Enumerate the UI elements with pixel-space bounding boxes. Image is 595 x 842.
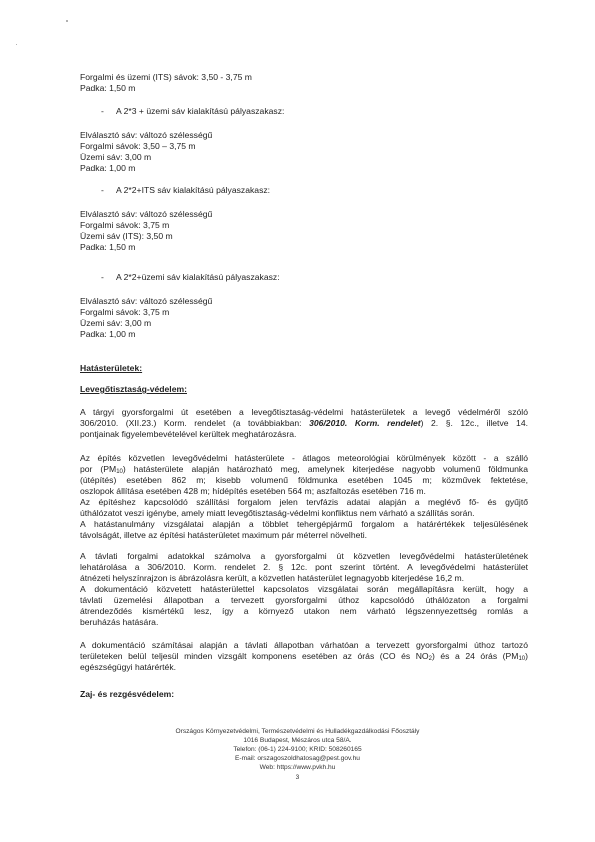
paragraph-line: távlati üzemelési állapotban a tervezett gyorsforgalmi úthoz kapcsolódó úthálózaton a forgalmi [80,595,528,605]
paragraph-line: lehatárolása a 306/2010. Korm. rendelet 2. § 12c. pont szerint történt. A levegővédelmi hatásterület [80,562,528,572]
paragraph-line: 306/2010. (XII.23.) Korm. rendelet (a továbbiakban: 306/2010. Korm. rendelet) 2. §. 12c., illetve 14. [80,418,528,428]
subsection-heading: Levegőtisztaság-védelem: [80,384,187,394]
footer-phone: Telefon: (06-1) 224-9100; KRID: 508260165 [233,746,362,753]
list-dash: - [101,185,104,195]
paragraph-line: távolságát, illetve az építési hatásterületet maximum pár méterrel növelheti. [80,530,368,540]
footer-agency: Országos Környezetvédelmi, Természetvédelmi és Hulladékgazdálkodási Főosztály [175,728,420,735]
text-line: Forgalmi sávok: 3,75 m [80,220,170,230]
paragraph-2 [80,453,528,541]
paragraph-line: Az építés közvetlen levegővédelmi hatásterülete - átlagos meteorológiai körülmények között - a szálló [80,453,528,463]
text-line: Elválasztó sáv: változó szélességű [80,296,213,306]
page-number: 3 [295,774,300,781]
paragraph-line: por $(PM_{10})$ hatásterülete alapján határozható meg, amelynek kiterjedése nagyobb volumenű földmunka [80,464,528,475]
paragraph-line: pontjainak figyelembevételével kerültek meghatározásra. [80,429,297,439]
list-dash: - [101,106,104,116]
paragraph-line: A dokumentáció számításai alapján a távlati állapotban várhatóan a tervezett gyorsforgalmi úthoz tartozó [80,640,528,650]
text-line: Forgalmi sávok: 3,75 m [80,307,170,317]
list-item: A 2*2+ITS sáv kialakítású pályaszakasz: [116,185,271,195]
text-line: Forgalmi és üzemi (ITS) sávok: 3,50 - 3,75 m [80,72,252,82]
list-item: A 2*3 + üzemi sáv kialakítású pályaszakasz: [116,106,285,116]
text-line: Forgalmi sávok: 3,50 – 3,75 m [80,141,196,151]
paragraph-1 [80,407,528,440]
text-line: Elválasztó sáv: változó szélességű [80,130,213,140]
text-line: Üzemi sáv (ITS): 3,50 m [80,231,173,241]
text-line: Padka: 1,00 m [80,163,136,173]
paragraph-line: átnézeti helyszínrajzon is ábrázolásra került, a közvetlen hatásterület legnagyobb kiterjedése 16,2 m. [80,573,465,583]
text-line: Elválasztó sáv: változó szélességű [80,209,213,219]
text-line: Padka: 1,50 m [80,242,136,252]
paragraph-line: A hatástanulmány vizsgálatai alapján a többlet tehergépjármű forgalom a határértékek teljesülésének [80,519,528,529]
paragraph-4 [80,640,528,673]
footer-web: Web: https://www.pvkh.hu [259,764,336,771]
paragraph-line: beruházás hatására. [80,617,159,627]
paragraph-line: oszlopok állítása esetében 428 m; hídépítés esetében 564 m; aszfaltozás esetében 716 m. [80,486,426,496]
list-dash: - [101,272,104,282]
paragraph-3 [80,551,528,628]
paragraph-line: úthálózatot veszi igénybe, amely miatt levegőtisztaság-védelmi konfliktus nem várható a szállítás során. [80,508,475,518]
paragraph-line: A távlati forgalmi adatokkal számolva a gyorsforgalmi út közvetlen levegővédelmi hatásterületének [80,551,528,561]
paragraph-line: egészségügyi határérték. [80,662,177,672]
paragraph-line: (útépítés) esetében 862 m; kisebb volumenű földmunka esetében 1045 m; közművek fektetése, [80,475,528,485]
section-heading: Hatásterületek: [80,363,143,373]
scan-speck [16,44,17,45]
text-line: Üzemi sáv: 3,00 m [80,152,152,162]
text-line: Padka: 1,50 m [80,83,136,93]
paragraph-line: Az építéshez kapcsolódó szállítási forgalom jelen tervfázis adatai alapján a meglévő fő- és gyűjtő [80,497,528,507]
subsection-heading: Zaj- és rezgésvédelem: [80,689,175,699]
paragraph-line: A tárgyi gyorsforgalmi út esetében a levegőtisztaság-védelmi hatásterületek a levegő védelméről szóló [80,407,528,417]
paragraph-line: A dokumentáció közvetett hatásterülettel kapcsolatos vizsgálatai során megállapításra került, hogy a [80,584,528,594]
text-line: Padka: 1,00 m [80,329,136,339]
list-item: A 2*2+üzemi sáv kialakítású pályaszakasz: [116,272,280,282]
footer-address: 1016 Budapest, Mészáros utca 58/A. [243,737,352,744]
paragraph-line: területeken belül teljesül minden vizsgált komponens esetében az órás (CO és $NO_2$) és a 24 órás $(PM_{10})$ [80,651,529,662]
scan-speck [66,20,68,22]
paragraph-line: átrendeződés kismértékű lesz, így a környező utakon nem várható légszennyezettség romlás a [80,606,528,616]
text-line: Üzemi sáv: 3,00 m [80,318,152,328]
footer-email: E-mail: orszagoszoldhatosag@pest.gov.hu [235,755,360,762]
